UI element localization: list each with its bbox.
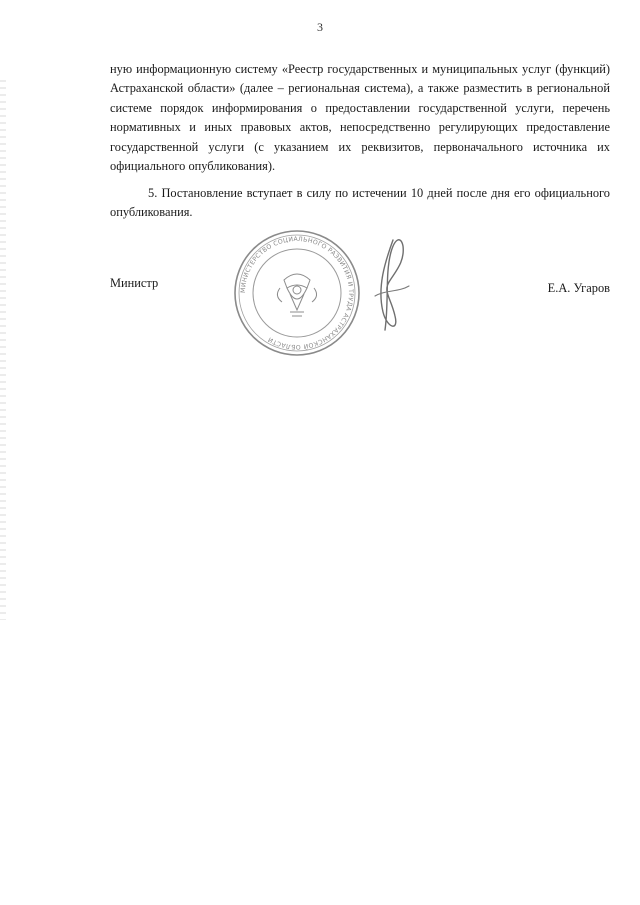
official-seal-icon: [232, 228, 362, 358]
page-number: 3: [317, 20, 323, 34]
seal-text: МИНИСТЕРСТВО СОЦИАЛЬНОГО РАЗВИТИЯ И ТРУДА АСТРАХАНСКОЙ ОБЛАСТИ: [239, 235, 355, 351]
coat-of-arms-icon: [277, 274, 316, 316]
signer-title: Министр: [110, 276, 159, 290]
signer-name: Е.А. Угаров: [547, 281, 610, 295]
paragraph-effective-date: 5. Постановление вступает в силу по истечении 10 дней после дня его официального опубликования.: [110, 186, 610, 220]
paragraph-continuation: ную информационную систему «Реестр государственных и муниципальных услуг (функций) Астраханской области» (далее – региональная система), а также разместить в региональной системе порядок информирования о предоставлении государственной услуги, перечень нормативных и иных правовых актов, непосредственно регулирующих предоставление государственной услуги (с указанием их реквизитов, первоначального источника их официального опубликования).: [110, 62, 610, 174]
scan-margin-artifact: [0, 80, 6, 620]
handwritten-signature: [355, 232, 425, 342]
